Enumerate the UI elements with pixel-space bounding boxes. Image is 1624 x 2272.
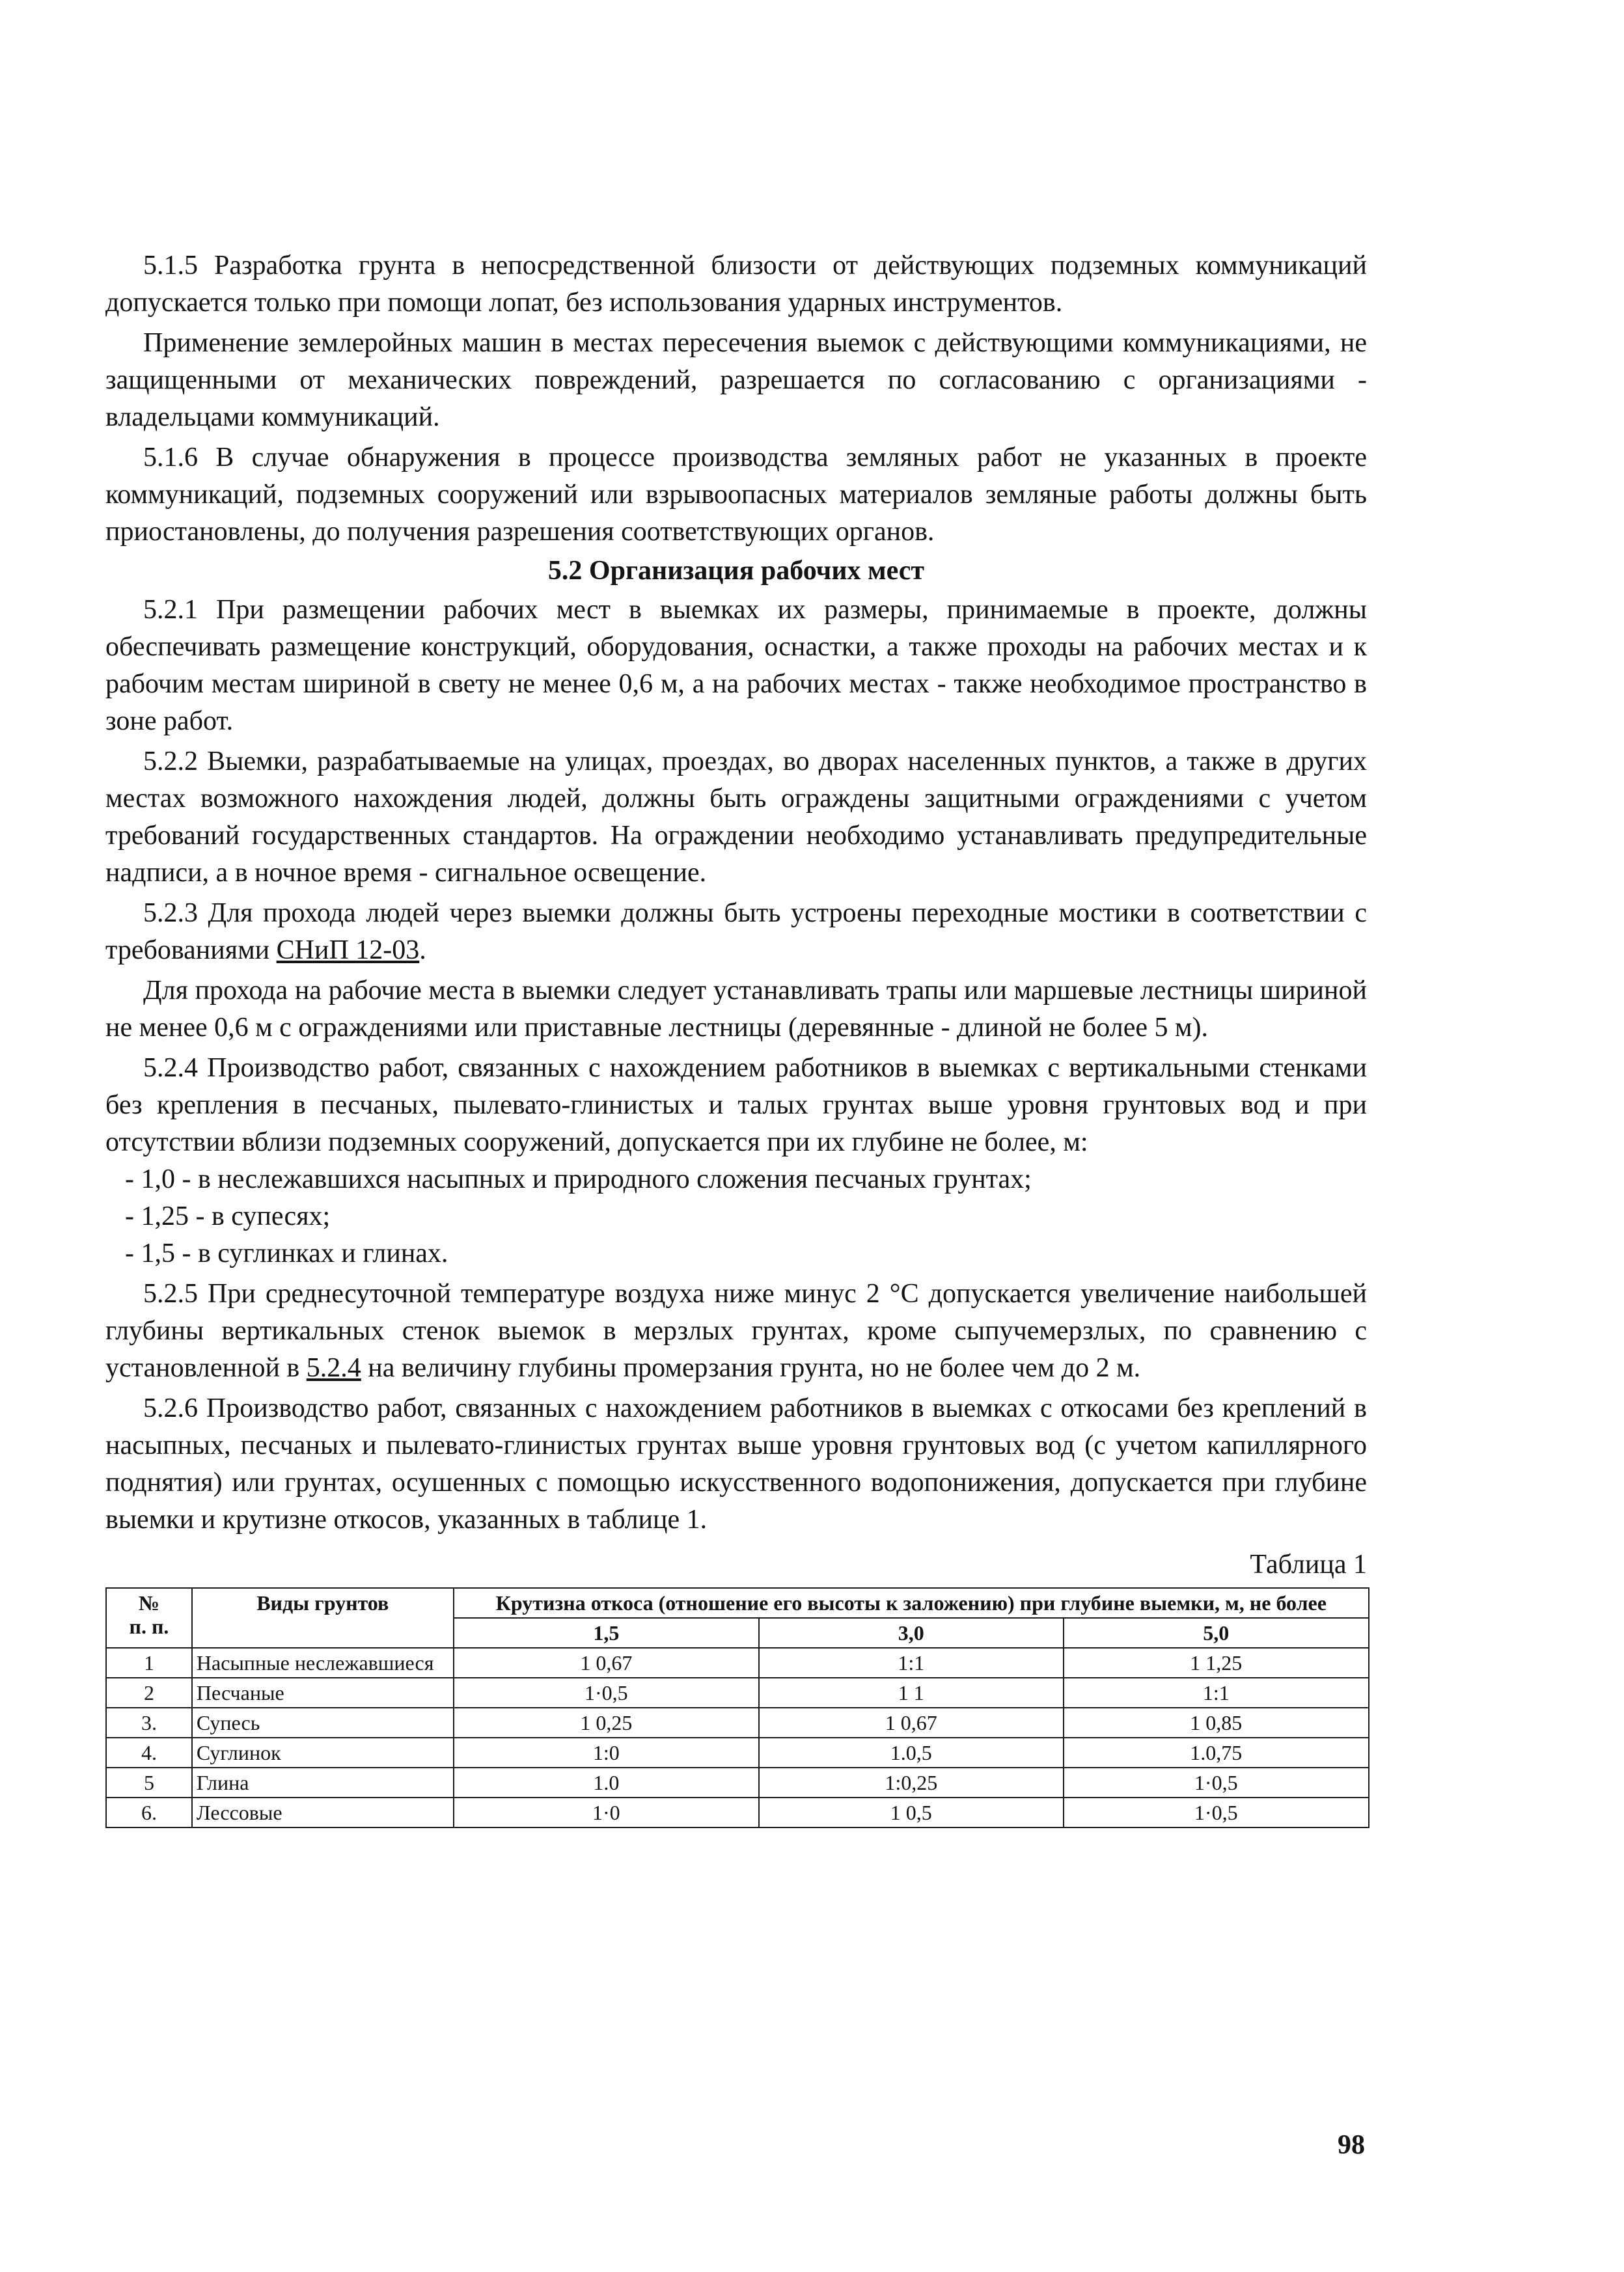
paragraph-5-2-1: 5.2.1 При размещении рабочих мест в выемках их размеры, принимаемые в проекте, должны обеспечивать размещение конструкций, оборудования, оснастки, а также проходы на рабочих местах и к рабочим местам шириной в свету не менее 0,6 м, а на рабочих местах - также необходимое пространство в зоне работ. bbox=[105, 595, 1367, 736]
paragraph-5-2-5-end: на величину глубины промерзания грунта, но не более чем до 2 м. bbox=[361, 1353, 1141, 1383]
cell-soil-type: Насыпные неслежавшиеся bbox=[192, 1648, 454, 1678]
paragraph-5-2-3-end: . bbox=[419, 935, 426, 965]
document-page bbox=[105, 247, 1367, 1828]
header-number: № п. п. bbox=[106, 1588, 192, 1648]
header-slope: Крутизна откоса (отношение его высоты к заложению) при глубине выемки, м, не более bbox=[454, 1588, 1369, 1618]
paragraph-5-2-6: 5.2.6 Производство работ, связанных с нахождением работников в выемках с откосами без креплений в насыпных, песчаных и пылевато-глинистых грунтах выше уровня грунтовых вод (с учетом капиллярного поднятия) или грунтах, осушенных с помощью искусственного водопонижения, допускается при глубине выемки и крутизне откосов, указанных в таблице 1. bbox=[105, 1393, 1367, 1535]
cell-slope-3: 1.0,75 bbox=[1064, 1738, 1369, 1768]
table-row bbox=[106, 1678, 1369, 1708]
cell-soil-type: Лессовые bbox=[192, 1798, 454, 1827]
header-depth-2: 3,0 bbox=[759, 1618, 1063, 1648]
paragraph-5-2-3 bbox=[105, 895, 1367, 969]
cell-slope-2: 1.0,5 bbox=[759, 1738, 1063, 1768]
paragraph-earthmoving-machines: Применение землеройных машин в местах пересечения выемок с действующими коммуникациями, не защищенными от механических повреждений, разрешается по согласованию с организациями - владельцами коммуникаций. bbox=[105, 328, 1367, 432]
cell-slope-1: 1.0 bbox=[454, 1768, 759, 1798]
cell-slope-2: 1:1 bbox=[759, 1648, 1063, 1678]
cell-slope-1: 1:0 bbox=[454, 1738, 759, 1768]
paragraph-ladders: Для прохода на рабочие места в выемки следует устанавливать трапы или маршевые лестницы шириной не менее 0,6 м с ограждениями или приставные лестницы (деревянные - длиной не более 5 м). bbox=[105, 976, 1367, 1043]
cell-slope-1: 1 0,25 bbox=[454, 1708, 759, 1738]
cell-number: 4. bbox=[106, 1738, 192, 1768]
cell-soil-type: Глина bbox=[192, 1768, 454, 1798]
paragraph-5-2-4: 5.2.4 Производство работ, связанных с нахождением работников в выемках с вертикальными стенками без крепления в песчаных, пылевато-глинистых и талых грунтах выше уровня грунтовых вод и при отсутствии вблизи подземных сооружений, допускается при их глубине не более, м: bbox=[105, 1053, 1367, 1157]
table-row bbox=[106, 1768, 1369, 1798]
paragraph-5-2-2: 5.2.2 Выемки, разрабатываемые на улицах, проездах, во дворах населенных пунктов, а также в других местах возможного нахождения людей, должны быть ограждены защитными ограждениями с учетом требований государственных стандартов. На ограждении необходимо устанавливать предупредительные надписи, а в ночное время - сигнальное освещение. bbox=[105, 746, 1367, 888]
cell-slope-3: 1:1 bbox=[1064, 1678, 1369, 1708]
header-soil-type: Виды грунтов bbox=[192, 1588, 454, 1648]
cell-slope-2: 1 1 bbox=[759, 1678, 1063, 1708]
cell-slope-3: 1·0,5 bbox=[1064, 1798, 1369, 1827]
table-row bbox=[106, 1738, 1369, 1768]
list-item: - 1,25 - в супесях; bbox=[125, 1201, 331, 1231]
page-number: 98 bbox=[1338, 2130, 1365, 2160]
cell-slope-1: 1 0,67 bbox=[454, 1648, 759, 1678]
cell-slope-3: 1·0,5 bbox=[1064, 1768, 1369, 1798]
cell-slope-1: 1·0 bbox=[454, 1798, 759, 1827]
list-item: - 1,5 - в суглинках и глинах. bbox=[125, 1239, 448, 1268]
header-depth-1: 1,5 bbox=[454, 1618, 759, 1648]
cell-slope-3: 1 1,25 bbox=[1064, 1648, 1369, 1678]
cell-soil-type: Супесь bbox=[192, 1708, 454, 1738]
header-depth-3: 5,0 bbox=[1064, 1618, 1369, 1648]
table-header-row bbox=[106, 1588, 1369, 1618]
cell-number: 1 bbox=[106, 1648, 192, 1678]
cell-number: 6. bbox=[106, 1798, 192, 1827]
paragraph-5-2-5 bbox=[105, 1276, 1367, 1387]
cell-soil-type: Суглинок bbox=[192, 1738, 454, 1768]
section-title: 5.2 Организация рабочих мест bbox=[547, 556, 925, 586]
table-row bbox=[106, 1708, 1369, 1738]
paragraph-5-1-5: 5.1.5 Разработка грунта в непосредственной близости от действующих подземных коммуникаций допускается только при помощи лопат, без использования ударных инструментов. bbox=[105, 251, 1367, 318]
cell-slope-3: 1 0,85 bbox=[1064, 1708, 1369, 1738]
cell-slope-2: 1 0,5 bbox=[759, 1798, 1063, 1827]
cell-number: 3. bbox=[106, 1708, 192, 1738]
cell-slope-2: 1 0,67 bbox=[759, 1708, 1063, 1738]
paragraph-5-1-6: 5.1.6 В случае обнаружения в процессе производства земляных работ не указанных в проекте коммуникаций, подземных сооружений или взрывоопасных материалов земляные работы должны быть приостановлены, до получения разрешения соответствующих органов. bbox=[105, 443, 1367, 547]
slope-table bbox=[105, 1587, 1369, 1828]
list-item: - 1,0 - в неслежавшихся насыпных и природного сложения песчаных грунтах; bbox=[125, 1164, 1032, 1194]
paragraph-5-2-3-text: 5.2.3 Для прохода людей через выемки должны быть устроены переходные мостики в соответствии с требованиями bbox=[105, 898, 1367, 965]
cell-slope-2: 1:0,25 bbox=[759, 1768, 1063, 1798]
snip-12-03-link[interactable]: СНиП 12-03 bbox=[276, 935, 420, 965]
section-5-2-4-link[interactable]: 5.2.4 bbox=[306, 1353, 361, 1383]
table-row bbox=[106, 1798, 1369, 1827]
table-caption: Таблица 1 bbox=[1250, 1550, 1367, 1580]
cell-slope-1: 1·0,5 bbox=[454, 1678, 759, 1708]
cell-soil-type: Песчаные bbox=[192, 1678, 454, 1708]
cell-number: 2 bbox=[106, 1678, 192, 1708]
cell-number: 5 bbox=[106, 1768, 192, 1798]
table-row bbox=[106, 1648, 1369, 1678]
paragraph-5-2-5-text: 5.2.5 При среднесуточной температуре воздуха ниже минус 2 °С допускается увеличение наибольшей глубины вертикальных стенок выемок в мерзлых грунтах, кроме сыпучемерзлых, по сравнению с установленной в bbox=[105, 1279, 1367, 1383]
